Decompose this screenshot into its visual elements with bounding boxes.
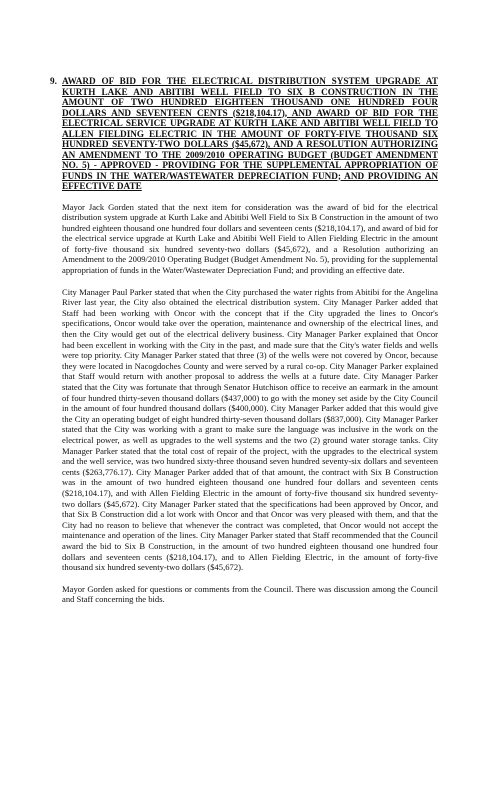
paragraph-discussion: Mayor Gorden asked for questions or comments from the Council. There was discussion among the Council and Staff concerning the bids.	[62, 583, 438, 605]
item-number: 9.	[50, 76, 57, 86]
item-heading: AWARD OF BID FOR THE ELECTRICAL DISTRIBUTION SYSTEM UPGRADE AT KURTH LAKE AND ABITIBI WELL FIELD TO SIX B CONSTRUCTION IN THE AMOUNT OF TWO HUNDRED EIGHTEEN THOUSAND ONE HUNDRED FOUR DOLLARS AND SEVENTEEN CENTS ($218,104.17), AND AWARD OF BID FOR THE ELECTRICAL SERVICE UPGRADE AT KURTH LAKE AND ABITIBI WELL FIELD TO ALLEN FIELDING ELECTRIC IN THE AMOUNT OF FORTY-FIVE THOUSAND SIX HUNDRED SEVENTY-TWO DOLLARS ($45,672), AND A RESOLUTION AUTHORIZING AN AMENDMENT TO THE 2009/2010 OPERATING BUDGET (BUDGET AMENDMENT NO. 5) - APPROVED - PROVIDING FOR THE SUPPLEMENTAL APPROPRIATION OF FUNDS IN THE WATER/WASTEWATER DEPRECIATION FUND; AND PROVIDING AN EFFECTIVE DATE	[62, 76, 438, 191]
paragraph-city-manager: City Manager Paul Parker stated that when the City purchased the water rights from Abitibi for the Angelina River last year, the City also obtained the electrical distribution system. City Manager Parker added that Staff had been working with Oncor with the concept that if the City upgraded the lines to Oncor's specifications, Oncor would take over the operation, maintenance and ownership of the electrical lines, and then the City would get out of the electrical delivery business. City Manager Parker explained that Oncor had been excellent in working with the City in the past, and made sure that the City's water fields and wells were top priority. City Manager Parker stated that three (3) of the wells were not covered by Oncor, because they were located in Nacogdoches County and were served by a rural co-op. City Manager Parker explained that Staff would return with another proposal to address the wells at a future date. City Manager Parker stated that the City was fortunate that through Senator Hutchison office to receive an earmark in the amount of four hundred thirty-seven thousand dollars ($437,000) to go with the money set aside by the City Council in the amount of four hundred thousand dollars ($400,000). City Manager Parker added that this would give the City an operating budget of eight hundred thirty-seven thousand dollars ($837,000). City Manager Parker stated that the City was working with a grant to make sure the language was inclusive in the work on the electrical power, as well as upgrades to the well systems and the two (2) ground water storage tanks. City Manager Parker stated that the total cost of repair of the project, with the upgrades to the electrical system and the well service, was two hundred sixty-three thousand seven hundred seventy-six dollars and seventeen cents ($263,776.17). City Manager Parker added that of that amount, the contract with Six B Construction was in the amount of two hundred eighteen thousand one hundred four dollars and seventeen cents ($218,104.17), and with Allen Fielding Electric in the amount of forty-five thousand six hundred seventy-two dollars ($45,672). City Manager Parker stated that the specifications had been approved by Oncor, and that Six B Construction did a lot work with Oncor and that Oncor was very pleased with them, and that the City had no reason to believe that whenever the contract was completed, that Oncor would not accept the maintenance and operation of the lines. City Manager Parker stated that Staff recommended that the Council award the bid to Six B Construction, in the amount of two hundred eighteen thousand one hundred four dollars and seventeen cents ($218,104.17), and to Allen Fielding Electric, in the amount of forty-five thousand six hundred seventy-two dollars ($45,672).	[62, 286, 438, 573]
paragraph-mayor-intro: Mayor Jack Gorden stated that the next item for consideration was the award of bid for the electrical distribution system upgrade at Kurth Lake and Abitibi Well Field to Six B Construction in the amount of two hundred eighteen thousand one hundred four dollars and seventeen cents ($218,104.17), and award of bid for the electrical service upgrade at Kurth Lake and Abitibi Well Field to Allen Fielding Electric in the amount of forty-five thousand six hundred seventy-two dollars ($45,672), and a Resolution authorizing an Amendment to the 2009/2010 Operating Budget (Budget Amendment No. 5), providing for the supplemental appropriation of funds in the Water/Wastewater Depreciation Fund; and providing an effective date.	[62, 201, 438, 276]
agenda-item	[50, 76, 438, 616]
